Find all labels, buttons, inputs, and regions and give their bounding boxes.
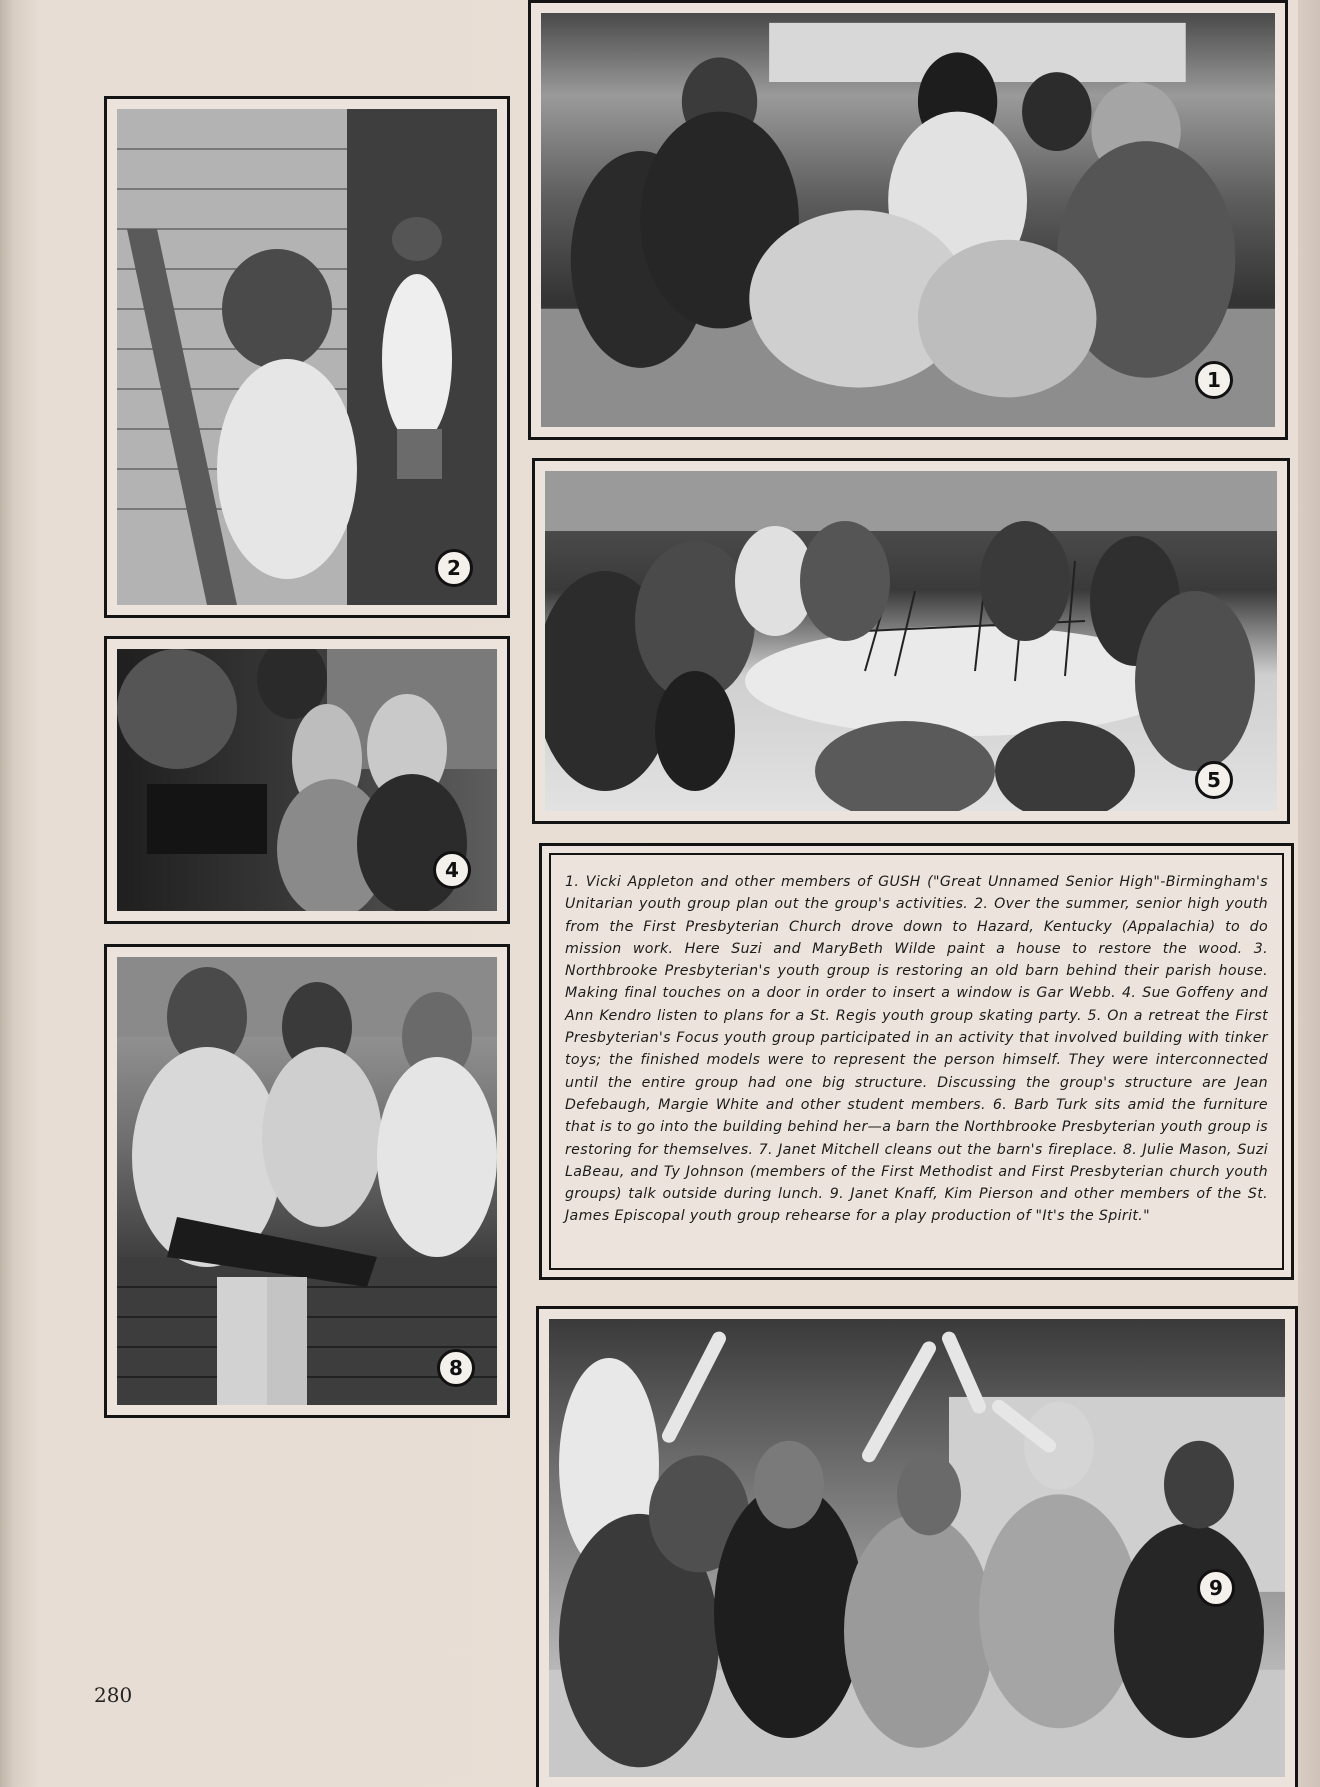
photo-frame-4 [104, 636, 510, 924]
photo-frame-1 [528, 0, 1288, 440]
photo-frame-2 [104, 96, 510, 618]
caption-box [539, 843, 1294, 1280]
photo-number-9: 9 [1197, 1569, 1235, 1607]
kneeling-play-photo [549, 1319, 1285, 1777]
tinker-toy-circle-photo [545, 471, 1277, 811]
seated-girls-photo [117, 649, 497, 911]
wall-sitting-photo [117, 957, 497, 1405]
photo-number-8: 8 [437, 1349, 475, 1387]
photo-number-5: 5 [1195, 761, 1233, 799]
photo-number-4: 4 [433, 851, 471, 889]
page-edge [1298, 0, 1320, 1787]
group-discussion-photo [541, 13, 1275, 427]
photo-number-1: 1 [1195, 361, 1233, 399]
photo-frame-9 [536, 1306, 1298, 1787]
caption-text: 1. Vicki Appleton and other members of GUSH ("Great Unnamed Senior High"-Birmingham's Unitarian youth group plan out the group's activities. 2. Over the summer, senior high youth from the First Presbyterian Church drove down to Hazard, Kentucky (Appalachia) to do mission work. Here Suzi and MaryBeth Wilde paint a house to restore the wood. 3. Northbrooke Presbyterian's youth group is restoring an old barn behind their parish house. Making final touches on a door in order to insert a window is Gar Webb. 4. Sue Goffeny and Ann Kendro listen to plans for a St. Regis youth group skating party. 5. On a retreat the First Presbyterian's Focus youth group participated in an activity that involved building with tinker toys; the finished models were to represent the person himself. They were interconnected until the entire group had one big structure. Discussing the group's structure are Jean Defebaugh, Margie White and other student members. 6. Barb Turk sits amid the furniture that is to go into the building behind her—a barn the Northbrooke Presbyterian youth group is restoring for themselves. 7. Janet Mitchell cleans out the barn's fireplace. 8. Julie Mason, Suzi LaBeau, and Ty Johnson (members of the First Methodist and First Presbyterian church youth groups) talk outside during lunch. 9. Janet Knaff, Kim Pierson and other members of the St. James Episcopal youth group rehearse for a play production of "It's the Spirit." [549, 853, 1284, 1270]
page-number: 280 [94, 1683, 133, 1707]
house-painting-photo [117, 109, 497, 605]
photo-frame-8 [104, 944, 510, 1418]
photo-number-2: 2 [435, 549, 473, 587]
photo-frame-5 [532, 458, 1290, 824]
